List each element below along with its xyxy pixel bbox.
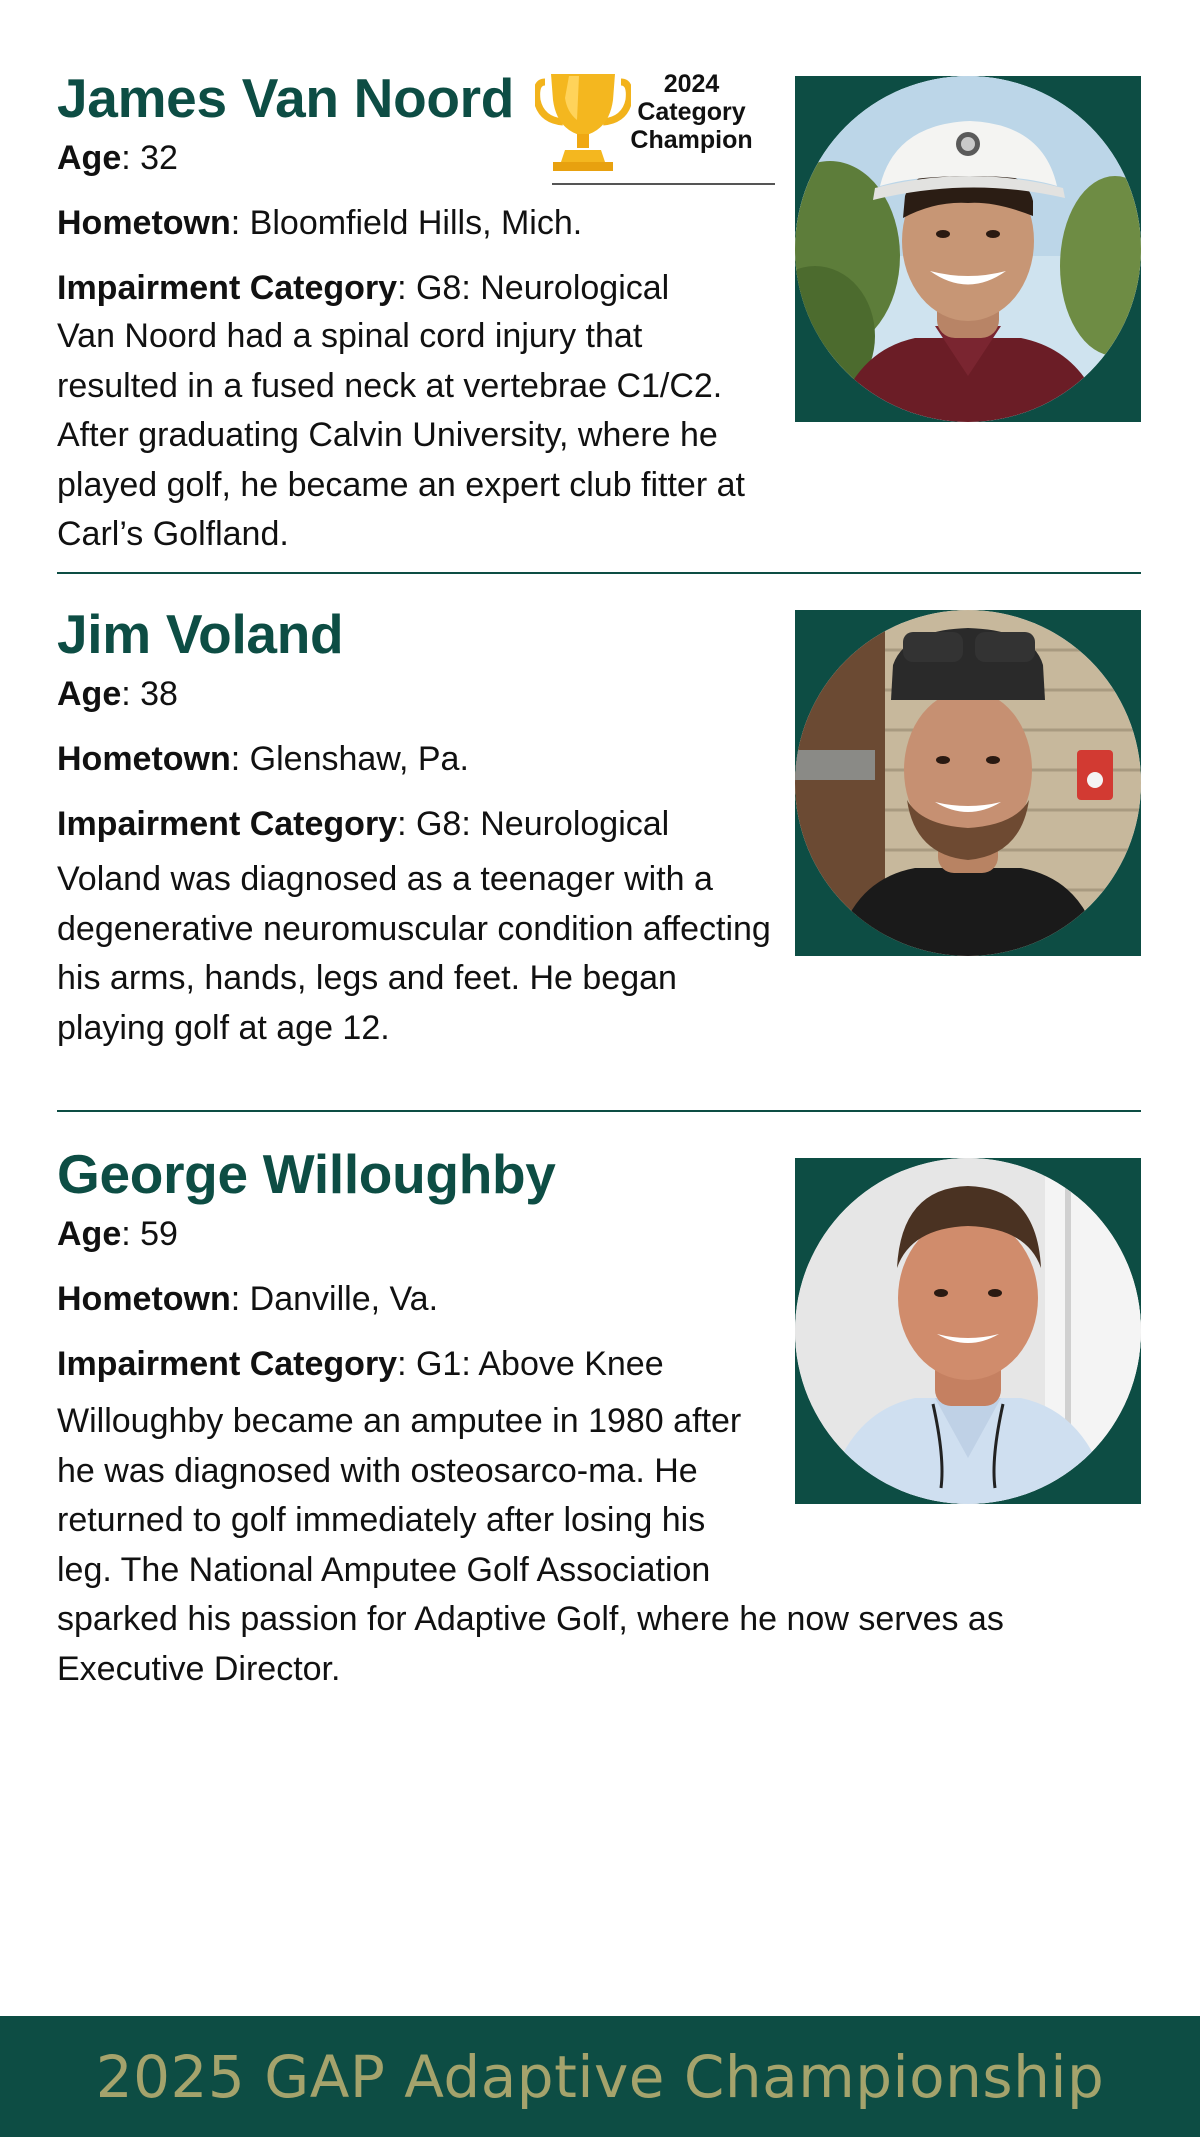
age-label: Age (57, 1215, 122, 1253)
badge-year: 2024 (663, 70, 720, 98)
player-profile-willoughby (57, 1138, 1141, 1694)
player-bio: Willoughby became an amputee in 1980 after he was diagnosed with osteosarco-ma. He returned to golf immediately after losing his leg. The National Amputee Golf Association sparked his passion for Adaptive Golf, where he now serves as Executive Director. (57, 1402, 1004, 1688)
hometown-value: : Glenshaw, Pa. (230, 740, 469, 778)
player-name: George Willoughby (57, 1143, 556, 1205)
hometown-label: Hometown (57, 204, 231, 242)
player-name: Jim Voland (57, 603, 344, 665)
hometown-value: : Danville, Va. (230, 1280, 439, 1318)
hometown-label: Hometown (57, 740, 231, 778)
age-value: : 59 (121, 1215, 178, 1253)
player-portrait-image (795, 610, 1141, 956)
impairment-label: Impairment Category (57, 269, 398, 307)
age-value: : 38 (121, 675, 178, 713)
impairment-value: : G8: Neurological (397, 269, 670, 307)
player-name: James Van Noord (57, 67, 515, 129)
player-bio: Van Noord had a spinal cord injury that resulted in a fused neck at vertebrae C1/C2. After graduating Calvin University, where he played golf, he became an expert club fitter at Carl’s Golfland. (57, 317, 745, 553)
impairment-label: Impairment Category (57, 805, 398, 843)
footer-banner (0, 2016, 1200, 2137)
badge-label: Category (637, 98, 746, 126)
impairment-value: : G8: Neurological (397, 805, 670, 843)
age-value: : 32 (121, 139, 178, 177)
event-title: 2025 GAP Adaptive Championship (95, 2042, 1105, 2111)
impairment-value: : G1: Above Knee (397, 1345, 664, 1383)
player-profile-van-noord (57, 62, 1141, 560)
age-label: Age (57, 139, 122, 177)
hometown-value: : Bloomfield Hills, Mich. (230, 204, 583, 242)
section-divider (57, 572, 1141, 574)
player-portrait-image (795, 76, 1141, 422)
champion-badge (532, 70, 769, 172)
player-photo (795, 76, 1141, 422)
player-bio: Voland was diagnosed as a teenager with a degenerative neuromuscular condition affecting his arms, hands, legs and feet. He began playing golf at age 12. (57, 860, 771, 1047)
impairment-label: Impairment Category (57, 1345, 398, 1383)
player-profile-voland (57, 598, 1141, 1053)
hometown-label: Hometown (57, 1280, 231, 1318)
section-divider (57, 1110, 1141, 1112)
player-photo (795, 1158, 1141, 1504)
player-photo (795, 610, 1141, 956)
age-label: Age (57, 675, 122, 713)
badge-underline (552, 183, 775, 185)
player-portrait-image (795, 1158, 1141, 1504)
badge-label: Champion (630, 126, 753, 154)
